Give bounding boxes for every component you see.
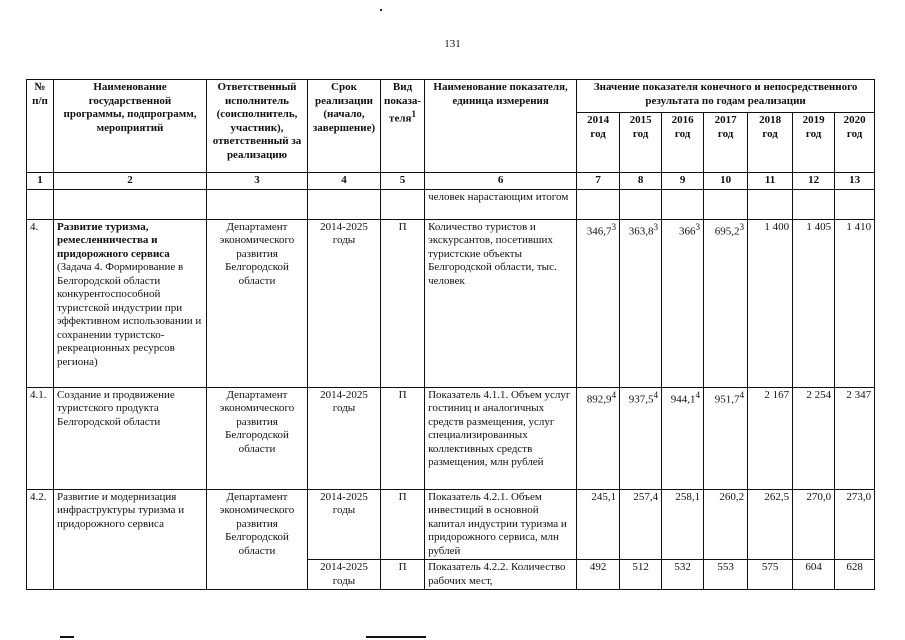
value-cell [748,489,793,560]
year-label: 2019 [802,114,825,126]
year-label: 2015 [629,114,652,126]
cell-empty [381,189,425,219]
header-term: Срок реализации (начало, завершение) [308,80,381,173]
value-cell: 532 [662,560,704,590]
column-number: 11 [748,173,793,190]
cell-empty [577,189,620,219]
row-number: 4. [27,219,54,387]
value: 2 167 [764,388,790,401]
value-cell [662,387,704,489]
year-header [577,113,620,173]
value-footnote: 4 [695,389,701,400]
row-number: 4.2. [27,489,54,590]
value-cell [704,489,748,560]
value: 1 400 [764,220,790,233]
term-cell: 2014-2025 годы [308,560,381,590]
value: 257,4 [633,490,659,503]
cell-empty [662,189,704,219]
column-number: 12 [793,173,835,190]
value-cell [620,489,662,560]
row-number: 4.1. [27,387,54,489]
value-cell [793,219,835,387]
header-indicator-type-text: Вид показа-теля [384,81,422,125]
value-cell [835,489,875,560]
value-cell: 575 [748,560,793,590]
year-unit: год [762,127,778,140]
indicator-cell: Количество туристов и экскурсантов, посетивших туристские объекты Белгородской области, тыс. человек [425,219,577,387]
header-responsible: Ответственный исполнитель (соисполнитель, участник), ответственный за реализацию [207,80,308,173]
scan-speck [380,9,382,11]
value: 944,1 [670,393,696,406]
value: 892,9 [586,393,612,406]
column-number: 1 [27,173,54,190]
column-number: 6 [425,173,577,190]
type-cell: П [381,219,425,387]
year-unit: год [717,127,734,140]
indicator-cell: Показатель 4.2.2. Количество рабочих мест, [425,560,577,590]
value-cell [662,489,704,560]
year-unit: год [632,127,649,140]
value: 951,7 [714,393,740,406]
cell-empty [308,189,381,219]
value: 363,8 [628,225,654,238]
responsible-cell: Департамент экономического развития Белгородской области [207,489,308,590]
column-number: 8 [620,173,662,190]
year-header [835,113,875,173]
cell-empty [835,189,875,219]
responsible-cell: Департамент экономического развития Белгородской области [207,219,308,387]
year-header [704,113,748,173]
table-row [27,219,875,387]
value-cell [835,219,875,387]
program-table [26,79,875,590]
indicator-cell: человек нарастающим итогом [425,189,577,219]
cell-empty [748,189,793,219]
value-cell [704,387,748,489]
value-cell: 553 [704,560,748,590]
value: 695,2 [714,225,740,238]
program-name-cell: Создание и продвижение туристского продукта Белгородской области [54,387,207,489]
value: 1 405 [806,220,832,233]
column-number: 5 [381,173,425,190]
column-number: 13 [835,173,875,190]
year-header [793,113,835,173]
value-cell [835,387,875,489]
value: 937,5 [628,393,654,406]
table-row [27,387,875,489]
cell-empty [54,189,207,219]
indicator-cell: Показатель 4.2.1. Объем инвестиций в основной капитал индустрии туризма и придорожного сервиса, млн рублей [425,489,577,560]
type-cell: П [381,387,425,489]
value-cell [577,489,620,560]
column-number: 10 [704,173,748,190]
cell-empty [704,189,748,219]
value-cell: 492 [577,560,620,590]
value: 273,0 [846,490,872,503]
header-indicator-type-sup: 1 [411,109,417,119]
value-cell [577,219,620,387]
value-cell [793,387,835,489]
value-footnote: 3 [739,221,745,232]
value-cell [662,219,704,387]
column-number: 7 [577,173,620,190]
scan-edge-mark [366,636,426,638]
value: 245,1 [591,490,617,503]
cell-empty [793,189,835,219]
year-unit: год [805,127,822,140]
year-header [748,113,793,173]
header-program-name: Наименование государственной программы, подпрограмм, мероприятий [54,80,207,173]
value-cell: 512 [620,560,662,590]
program-name-bold: Развитие туризма, ремесленничества и придорожного сервиса [57,220,170,260]
page-number: 131 [444,38,461,50]
header-values: Значение показателя конечного и непосредственного результата по годам реализации [577,80,875,113]
cell-empty [620,189,662,219]
value-cell [748,387,793,489]
column-number: 2 [54,173,207,190]
value-footnote: 4 [739,389,745,400]
term-cell: 2014-2025 годы [308,219,381,387]
value: 260,2 [719,490,745,503]
value-cell [620,219,662,387]
value-footnote: 3 [653,221,659,232]
cell-empty [207,189,308,219]
value-cell: 604 [793,560,835,590]
value: 346,7 [586,225,612,238]
year-label: 2017 [714,114,737,126]
table-row [27,189,875,219]
type-cell: П [381,489,425,560]
year-unit: год [674,127,691,140]
year-label: 2020 [843,114,866,126]
value-cell [748,219,793,387]
value: 1 410 [846,220,872,233]
value-footnote: 3 [695,221,701,232]
term-cell: 2014-2025 годы [308,387,381,489]
column-number: 3 [207,173,308,190]
year-header [662,113,704,173]
table-row [27,489,875,560]
program-name-rest: (Задача 4. Формирование в Белгородской области конкурентоспособной туристской индустрии при эффективном использовании и сохранении туристско-рекреационных ресурсов региона) [57,261,202,368]
indicator-cell: Показатель 4.1.1. Объем услуг гостиниц и аналогичных средств размещения, услуг специализированных коллективных средств размещения, млн рублей [425,387,577,489]
value-footnote: 4 [653,389,659,400]
year-label: 2018 [759,114,782,126]
column-number: 9 [662,173,704,190]
year-header [620,113,662,173]
value-footnote: 3 [611,221,617,232]
year-unit: год [846,127,863,140]
year-unit: год [590,127,606,140]
term-cell: 2014-2025 годы [308,489,381,560]
value-cell [577,387,620,489]
header-indicator-name: Наименование показателя, единица измерения [425,80,577,173]
value: 262,5 [764,490,790,503]
responsible-cell: Департамент экономического развития Белгородской области [207,387,308,489]
header-indicator-type [381,80,425,173]
value: 258,1 [675,490,701,503]
year-label: 2016 [671,114,694,126]
value: 366 [679,225,696,238]
value: 270,0 [806,490,832,503]
value-cell [620,387,662,489]
column-number: 4 [308,173,381,190]
value: 2 347 [846,388,872,401]
value-cell [704,219,748,387]
value: 2 254 [806,388,832,401]
program-name-cell: Развитие и модернизация инфраструктуры туризма и придорожного сервиса [54,489,207,590]
program-name-cell [54,219,207,387]
header-num: № п/п [27,80,54,173]
scan-edge-mark [60,636,74,638]
cell-empty [27,189,54,219]
value-cell [793,489,835,560]
value-cell: 628 [835,560,875,590]
year-label: 2014 [587,114,610,126]
type-cell: П [381,560,425,590]
value-footnote: 4 [611,389,617,400]
